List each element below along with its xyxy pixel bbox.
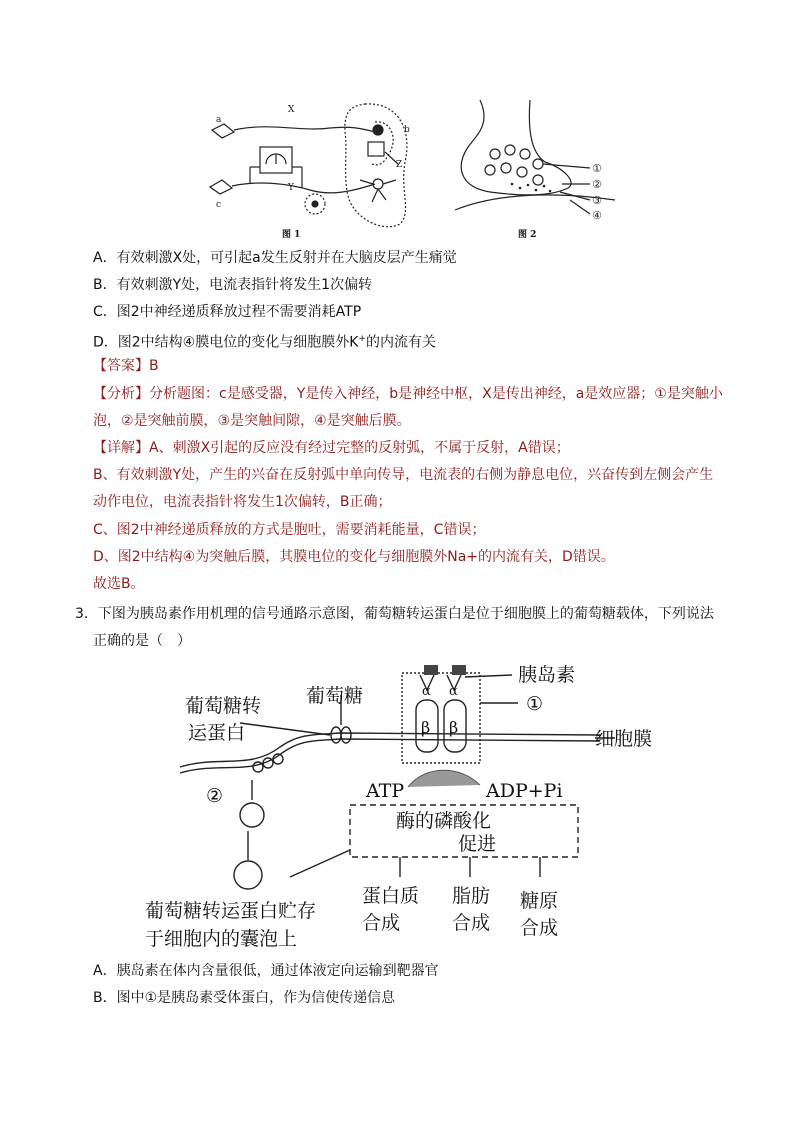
fig1-label-a: a xyxy=(216,115,222,125)
label-promote: 促进 xyxy=(458,833,497,855)
q2-option-c: C．图2中神经递质释放过程不需要消耗ATP xyxy=(93,304,362,320)
q2-detail-b-line-2: 动作电位，电流表指针将发生1次偏转，B正确； xyxy=(93,494,392,510)
efferent-nerve-x xyxy=(234,127,375,132)
cell-membrane-line-inner xyxy=(180,739,600,773)
label-protein-line-2: 合成 xyxy=(362,912,401,934)
afferent-nerve-y xyxy=(232,183,375,193)
label-glycogen-line-1: 糖原 xyxy=(520,890,559,912)
q2-detail-a: 【详解】A、刺激X引起的反应没有经过完整的反射弧，不属于反射，A错误； xyxy=(93,440,570,456)
label-atp: ATP xyxy=(366,780,405,802)
figure-2-synapse xyxy=(450,92,620,242)
label-beta-left: β xyxy=(421,718,431,737)
label-alpha-left: α xyxy=(422,684,431,699)
label-glut-line-2: 运蛋白 xyxy=(188,722,246,744)
label-adp-pi: ADP+Pi xyxy=(486,780,563,802)
receptor-box xyxy=(402,673,480,763)
fig2-label-3: ③ xyxy=(592,194,602,207)
fig2-label-1: ① xyxy=(592,162,602,175)
vesicle-upper xyxy=(240,803,264,827)
label-number-1: ① xyxy=(526,693,544,715)
fig1-label-x: X xyxy=(288,105,295,115)
label-glut-line-1: 葡萄糖转 xyxy=(185,695,262,717)
label-alpha-right: α xyxy=(449,684,458,699)
q2-conclusion: 故选B。 xyxy=(93,576,145,592)
q2-analysis-line-1: 【分析】分析题图：c是感受器，Y是传入神经，b是神经中枢，X是传出神经，a是效应器；①是突触小 xyxy=(93,386,723,402)
label-enzyme-phosphorylation: 酶的磷酸化 xyxy=(396,810,492,832)
q2-detail-d: D、图2中结构④为突触后膜，其膜电位的变化与细胞膜外Na+的内流有关，D错误。 xyxy=(93,549,615,565)
q2-option-d: D．图2中结构④膜电位的变化与细胞膜外K+的内流有关 xyxy=(93,334,436,351)
label-number-2: ② xyxy=(206,785,224,807)
label-vesicle-line-2: 于细胞内的囊泡上 xyxy=(145,928,298,950)
postsynaptic-membrane xyxy=(455,195,615,210)
fig1-label-b: b xyxy=(404,125,410,135)
vesicle-lower xyxy=(234,861,262,889)
q3-stem-line-2: 正确的是（ ） xyxy=(93,633,191,649)
q3-option-b: B．图中①是胰岛素受体蛋白，作为信使传递信息 xyxy=(93,990,396,1006)
q2-option-a: A．有效刺激X处，可引起a发生反射并在大脑皮层产生痛觉 xyxy=(93,250,457,266)
figure-1-caption: 图 1 xyxy=(282,230,301,240)
label-glucose: 葡萄糖 xyxy=(306,685,364,707)
presynaptic-terminal xyxy=(461,100,571,195)
label-vesicle-line-1: 葡萄糖转运蛋白贮存 xyxy=(145,900,317,922)
fig1-label-z: Z xyxy=(396,160,403,170)
label-beta-right: β xyxy=(449,718,459,737)
label-cell-membrane: 细胞膜 xyxy=(595,728,653,750)
q2-detail-b-line-1: B、有效刺激Y处，产生的兴奋在反射弧中单向传导，电流表的右侧为静息电位，兴奋传到左侧会产生 xyxy=(93,467,714,483)
q2-answer: 【答案】B xyxy=(93,358,159,374)
q3-option-a: A．胰岛素在体内含量很低，通过体液定向运输到靶器官 xyxy=(93,963,439,979)
effector-a-shape xyxy=(212,124,234,138)
fig1-label-y: Y xyxy=(288,183,294,193)
label-fat-line-1: 脂肪 xyxy=(452,885,491,907)
fig2-label-2: ② xyxy=(592,178,602,191)
fig2-label-4: ④ xyxy=(592,209,602,222)
receptor-c-shape xyxy=(210,180,232,194)
label-insulin: 胰岛素 xyxy=(518,664,576,686)
q2-detail-c: C、图2中神经递质释放的方式是胞吐，需要消耗能量，C错误； xyxy=(93,522,486,538)
q2-option-b: B．有效刺激Y处，电流表指针将发生1次偏转 xyxy=(93,277,373,293)
figure-2-caption: 图 2 xyxy=(518,230,537,240)
figure-1-reflex-arc xyxy=(200,92,415,242)
atp-to-adp-arrow xyxy=(408,770,480,787)
label-glycogen-line-2: 合成 xyxy=(520,917,559,939)
fig1-label-c: c xyxy=(216,200,222,210)
label-protein-line-1: 蛋白质 xyxy=(362,885,420,907)
q2-analysis-line-2: 泡，②是突触前膜，③是突触间隙，④是突触后膜。 xyxy=(93,413,411,429)
figure-3-insulin-pathway xyxy=(140,655,660,955)
label-fat-line-2: 合成 xyxy=(452,912,491,934)
q3-stem-line-1: 3．下图为胰岛素作用机理的信号通路示意图，葡萄糖转运蛋白是位于细胞膜上的葡萄糖载体，下列说法 xyxy=(75,606,714,622)
